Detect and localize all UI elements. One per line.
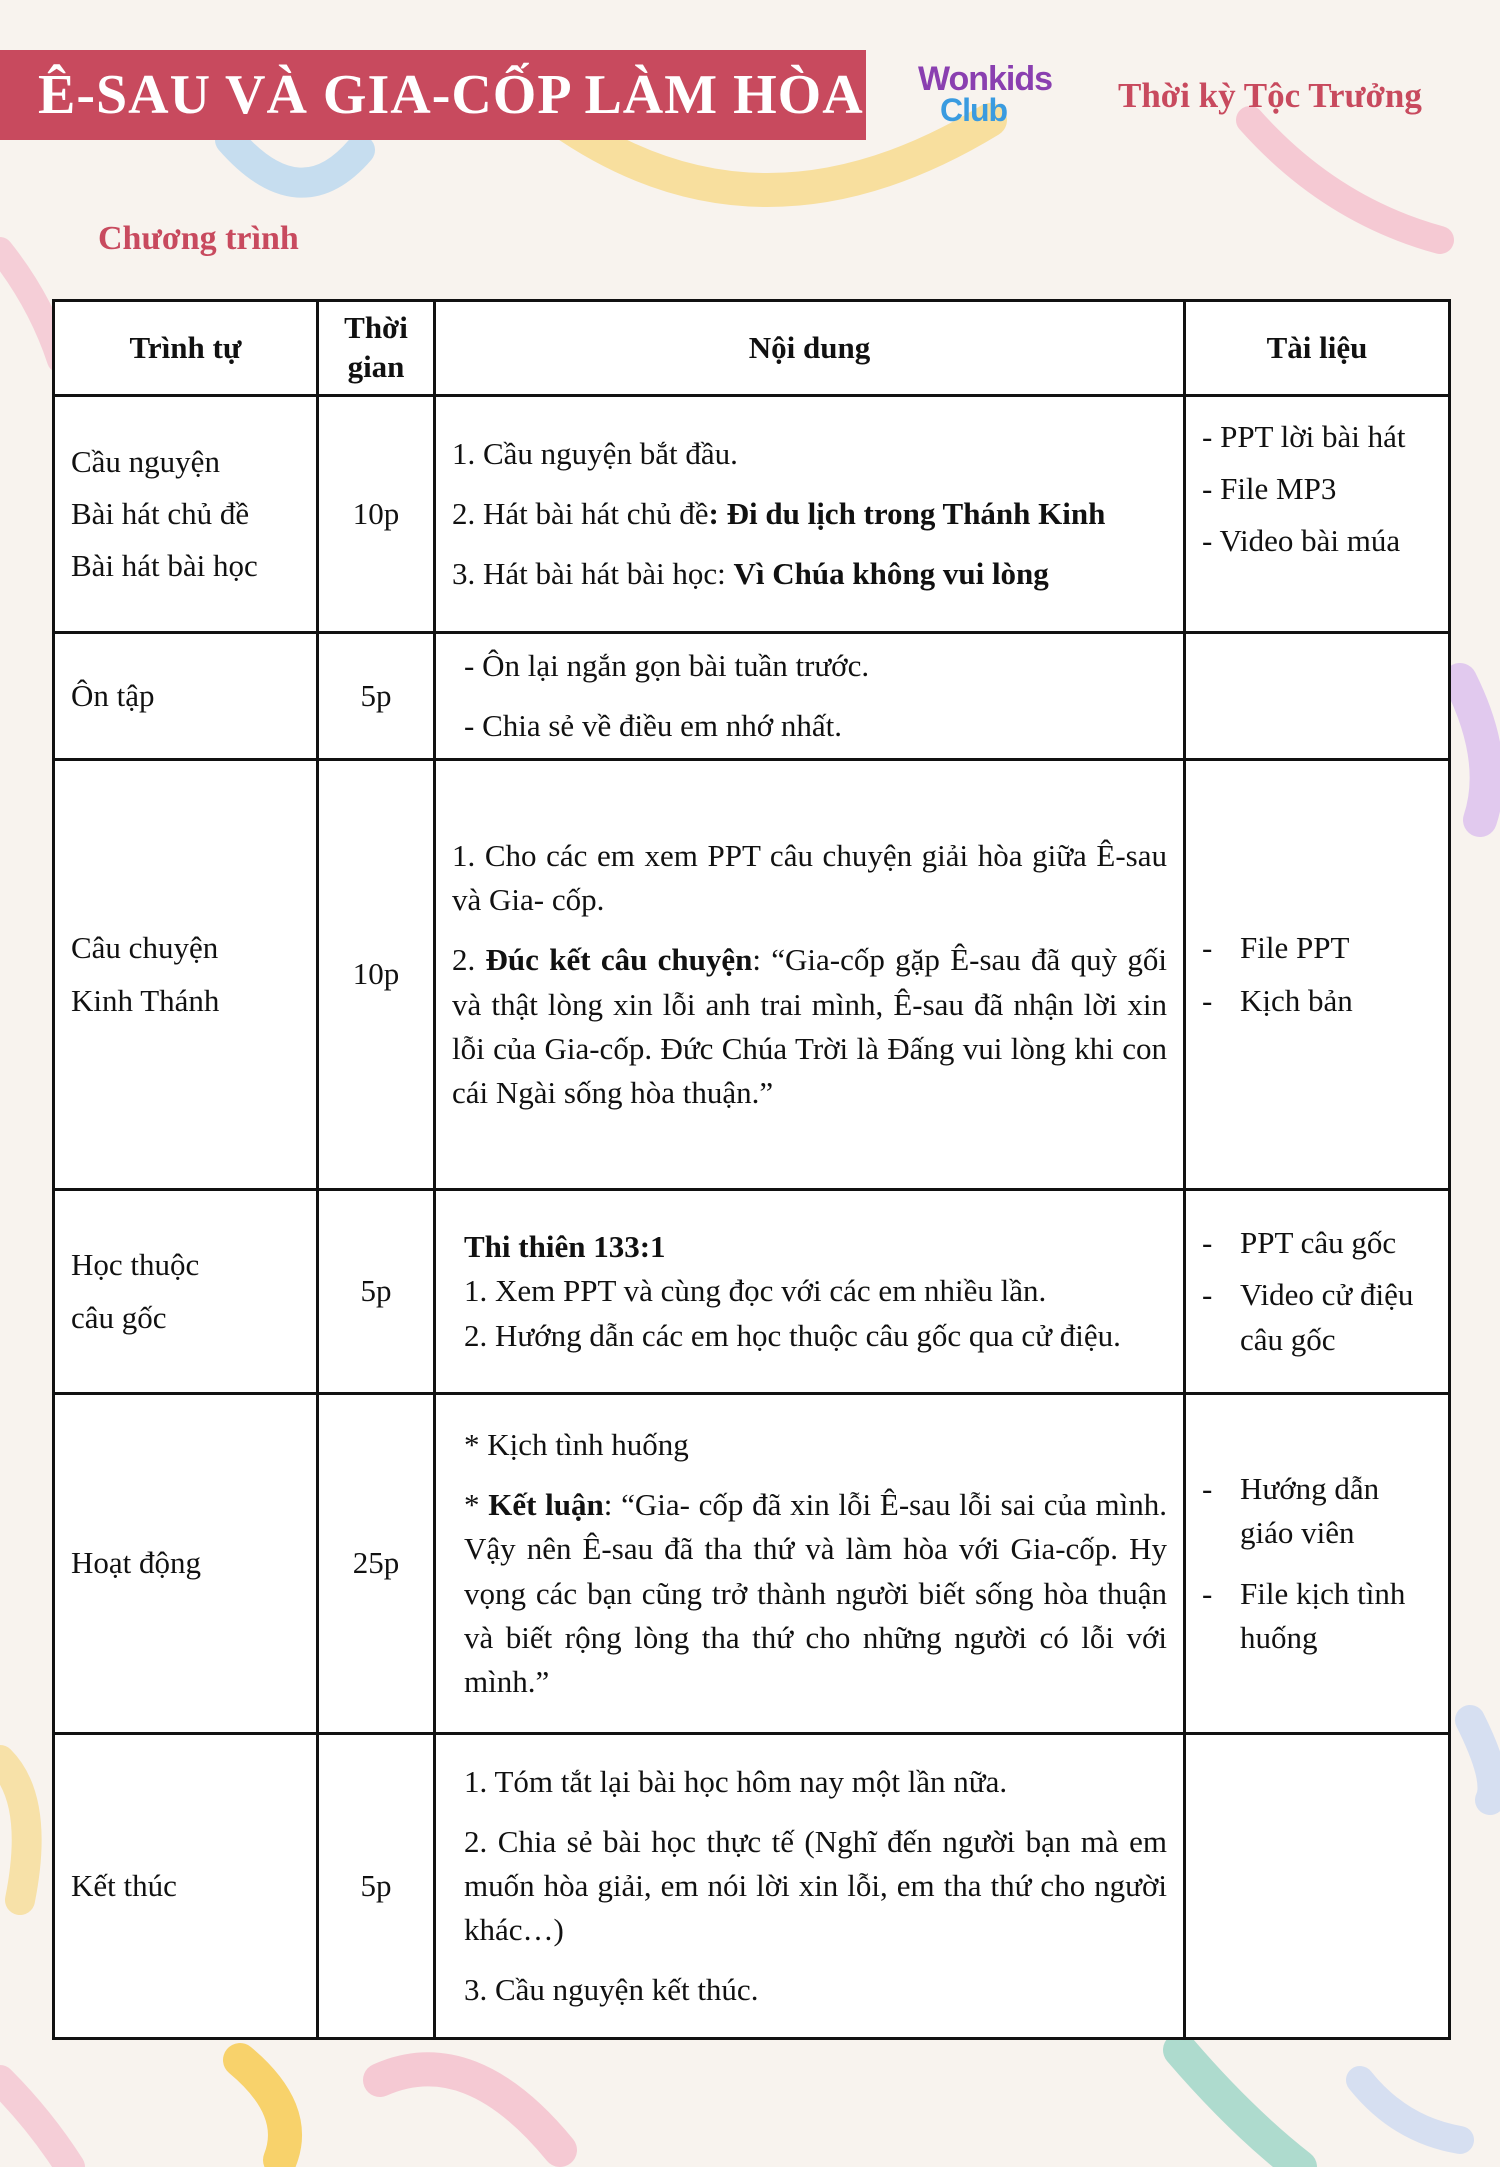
- time-cell: 5p: [318, 1734, 435, 2039]
- wonkids-club-logo: [918, 60, 1064, 134]
- logo-text-top: Wonkids: [918, 60, 1053, 98]
- sequence-cell: [54, 1734, 318, 2039]
- content-cell: [435, 1190, 1185, 1394]
- content-bold: Vì Chúa không vui lòng: [733, 556, 1049, 591]
- resource-item: - Hướng dẫn giáo viên: [1202, 1467, 1432, 1555]
- content-line: 1. Xem PPT và cùng đọc với các em nhiều lần.: [464, 1273, 1047, 1309]
- content-text: 2.: [452, 942, 486, 978]
- sequence-line: câu gốc: [71, 1299, 167, 1335]
- content-line: 1. Tóm tắt lại bài học hôm nay một lần nữa.: [464, 1763, 1008, 1799]
- content-bold: Kết luận: [488, 1487, 604, 1523]
- content-text: : “Gia- cốp đã xin lỗi Ê-sau lỗi sai của mình. Vậy nên Ê-sau đã tha thứ và làm hòa với Gia-cốp. Hy vọng các bạn cũng trở thành người biết sống hòa thuận và biết rộng lòng tha thứ cho những người có lỗi với mình.”: [464, 1487, 1168, 1699]
- sequence-line: Kinh Thánh: [71, 982, 220, 1018]
- content-cell: [435, 633, 1185, 760]
- resources-cell: [1185, 1190, 1450, 1394]
- resource-text: Video cử điệu câu gốc: [1240, 1277, 1414, 1357]
- content-line: * Kịch tình huống: [464, 1427, 689, 1463]
- era-label: Thời kỳ Tộc Trưởng: [1118, 76, 1422, 115]
- table-row: [54, 1190, 1450, 1394]
- content-bold: : Đi du lịch trong Thánh Kinh: [708, 495, 1106, 531]
- sequence-cell: [54, 633, 318, 760]
- sequence-line: Ôn tập: [71, 677, 155, 713]
- section-label: Chương trình: [98, 220, 299, 257]
- sequence-line: Bài hát chủ đề: [71, 495, 250, 531]
- content-line: - Chia sẻ về điều em nhớ nhất.: [464, 708, 842, 743]
- content-paragraph: [452, 938, 1167, 1114]
- content-line: [452, 492, 1167, 536]
- content-line: 3. Cầu nguyện kết thúc.: [464, 1972, 759, 2008]
- resource-item: - File kịch tình huống: [1202, 1572, 1432, 1660]
- resource-text: File PPT: [1240, 930, 1350, 966]
- resources-cell: [1185, 396, 1450, 633]
- logo-text-bottom: Club: [940, 92, 1008, 128]
- sequence-cell: [54, 1394, 318, 1734]
- resource-item: - Video cử điệu câu gốc: [1202, 1273, 1432, 1361]
- resources-cell: [1185, 1394, 1450, 1734]
- time-cell: 5p: [318, 633, 435, 760]
- header-time: [318, 301, 435, 396]
- content-text: 3. Hát bài hát bài học:: [452, 556, 734, 591]
- content-text: : “Gia-cốp gặp Ê-sau đã quỳ gối và thật lòng xin lỗi anh trai mình, Ê-sau đã nhận lời xin lỗi của Gia-cốp. Đức Chúa Trời là Đấng vui lòng khi con cái Ngài sống hòa thuận.”: [452, 942, 1168, 1110]
- header-sequence: Trình tự: [54, 301, 318, 396]
- header-resources: Tài liệu: [1185, 301, 1450, 396]
- resources-cell: [1185, 760, 1450, 1190]
- content-text: *: [464, 1487, 489, 1523]
- content-text: 2. Hát bài hát chủ đề: [452, 495, 709, 531]
- sequence-cell: [54, 1190, 318, 1394]
- program-table: [52, 299, 1451, 2040]
- header-content: Nội dung: [435, 301, 1185, 396]
- resource-item: - File MP3: [1202, 471, 1337, 507]
- content-line: 1. Cầu nguyện bắt đầu.: [452, 435, 738, 471]
- content-paragraph: [464, 1483, 1167, 1703]
- content-paragraph: 1. Cho các em xem PPT câu chuyện giải hòa giữa Ê-sau và Gia- cốp.: [452, 838, 1167, 918]
- time-cell: 10p: [318, 396, 435, 633]
- content-cell: [435, 396, 1185, 633]
- sequence-line: Kết thúc: [71, 1867, 177, 1903]
- time-cell: 25p: [318, 1394, 435, 1734]
- table-header-row: [54, 301, 1450, 396]
- resources-cell: [1185, 633, 1450, 760]
- sequence-line: Cầu nguyện: [71, 443, 220, 479]
- sequence-cell: [54, 396, 318, 633]
- sequence-line: Bài hát bài học: [71, 548, 258, 583]
- time-cell: 10p: [318, 760, 435, 1190]
- sequence-line: Hoạt động: [71, 1545, 202, 1581]
- content-bold: Đúc kết câu chuyện: [485, 942, 753, 978]
- table-row: [54, 633, 1450, 760]
- time-cell: 5p: [318, 1190, 435, 1394]
- table-row: [54, 1394, 1450, 1734]
- resource-text: File kịch tình huống: [1240, 1575, 1406, 1655]
- resource-item: - Kịch bản: [1202, 979, 1432, 1023]
- table-row: [54, 396, 1450, 633]
- resource-text: PPT câu gốc: [1240, 1225, 1397, 1261]
- content-paragraph: 2. Chia sẻ bài học thực tế (Nghĩ đến người bạn mà em muốn hòa giải, em nói lời xin lỗi, em tha thứ cho người khác…): [464, 1823, 1167, 1947]
- sequence-line: Học thuộc: [71, 1247, 200, 1283]
- resource-text: Kịch bản: [1240, 982, 1353, 1018]
- content-cell: [435, 1394, 1185, 1734]
- header-time-line1: Thời: [344, 310, 408, 346]
- sequence-cell: [54, 760, 318, 1190]
- table-row: [54, 760, 1450, 1190]
- resource-item: - PPT lời bài hát: [1202, 419, 1406, 454]
- content-cell: [435, 760, 1185, 1190]
- content-line: 2. Hướng dẫn các em học thuộc câu gốc qua cử điệu.: [464, 1317, 1121, 1353]
- sequence-line: Câu chuyện: [71, 930, 219, 966]
- header-time-line2: gian: [347, 349, 405, 384]
- resources-cell: [1185, 1734, 1450, 2039]
- content-cell: [435, 1734, 1185, 2039]
- title-banner: [0, 50, 866, 140]
- content-line: [452, 552, 1167, 596]
- resource-item: - File PPT: [1202, 926, 1432, 970]
- content-line: - Ôn lại ngắn gọn bài tuần trước.: [464, 647, 870, 683]
- resource-item: - Video bài múa: [1202, 523, 1401, 559]
- resource-text: Hướng dẫn giáo viên: [1240, 1471, 1380, 1551]
- resource-item: - PPT câu gốc: [1202, 1221, 1432, 1265]
- content-title: Thi thiên 133:1: [464, 1229, 666, 1265]
- table-row: [54, 1734, 1450, 2039]
- page-title: Ê-SAU VÀ GIA-CỐP LÀM HÒA: [38, 64, 864, 126]
